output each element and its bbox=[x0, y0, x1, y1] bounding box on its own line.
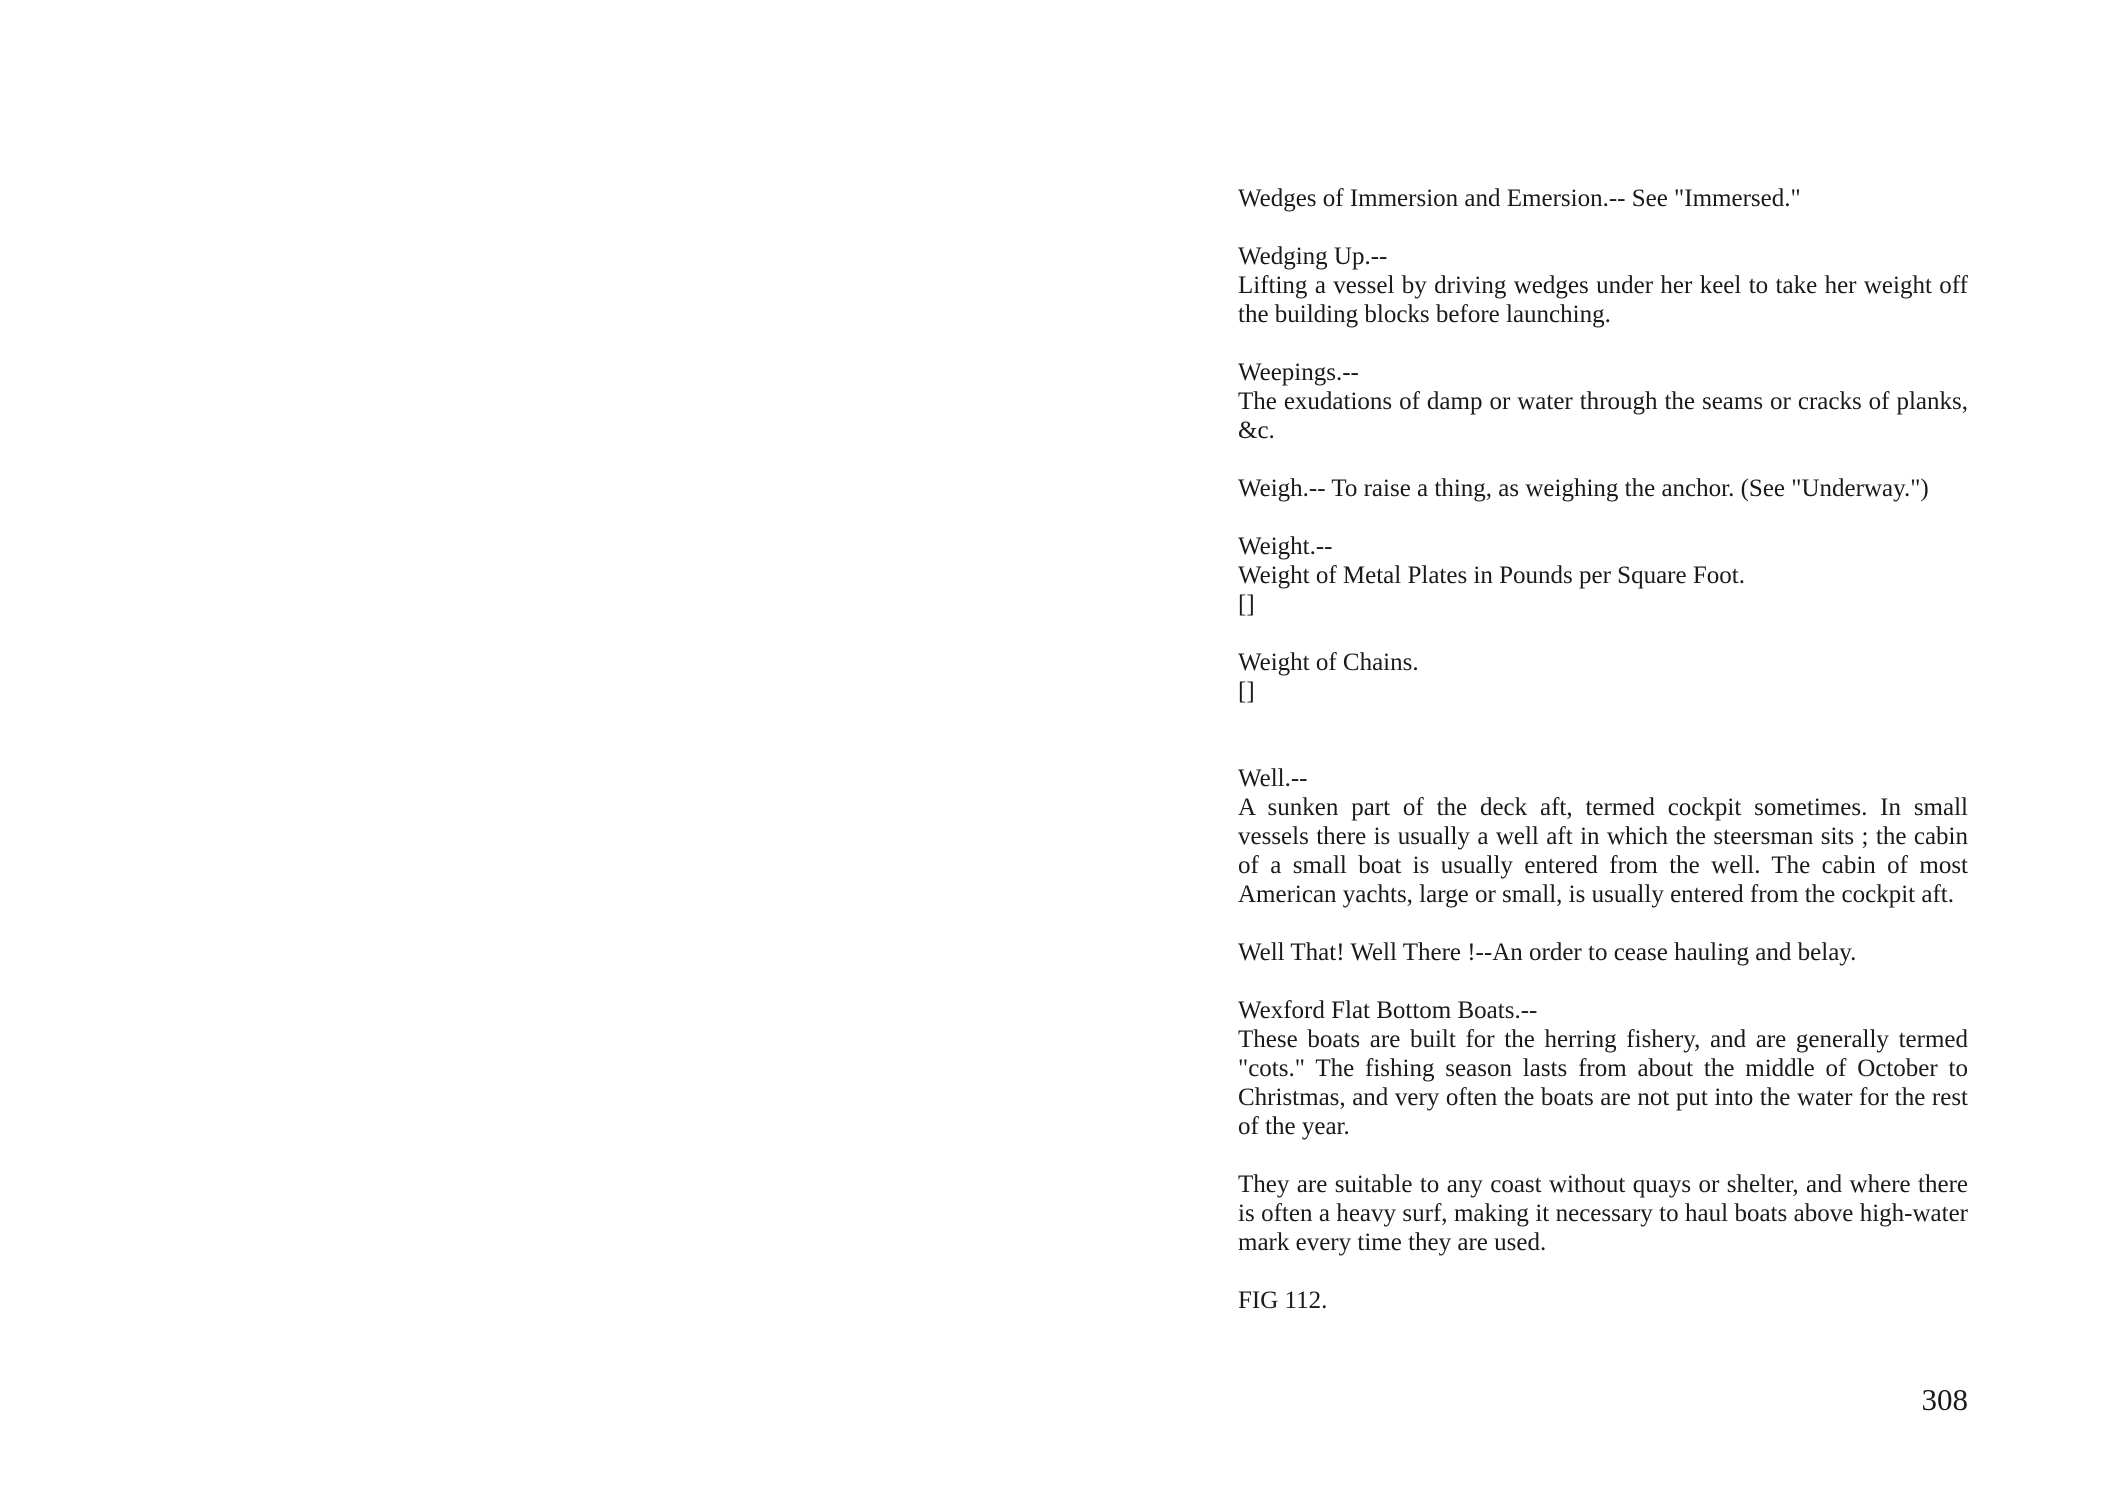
spacer bbox=[1238, 329, 1968, 358]
entry-well-that: Well That! Well There !--An order to cease hauling and belay. bbox=[1238, 939, 1857, 966]
entry-weight-title: Weight.-- bbox=[1238, 533, 1333, 560]
spacer bbox=[1238, 909, 1968, 938]
entry-weight-metal-plates: Weight of Metal Plates in Pounds per Square Foot. bbox=[1238, 562, 1745, 589]
entry-wexford-body-1: These boats are built for the herring fishery, and are generally termed "cots." The fishing season lasts from about the middle of October to Christmas, and very often the boats are not put into the water for the rest of the year. bbox=[1238, 1026, 1968, 1140]
entry-weepings-title: Weepings.-- bbox=[1238, 359, 1359, 386]
spacer bbox=[1238, 213, 1968, 242]
spacer bbox=[1238, 1257, 1968, 1286]
spacer bbox=[1238, 445, 1968, 474]
image-placeholder-chains: [] bbox=[1238, 678, 1255, 705]
image-placeholder-metal-plates: [] bbox=[1238, 591, 1255, 618]
spacer bbox=[1238, 1141, 1968, 1170]
text-column bbox=[1238, 184, 1968, 1315]
entry-well-title: Well.-- bbox=[1238, 765, 1308, 792]
spacer bbox=[1238, 503, 1968, 532]
spacer bbox=[1238, 706, 1968, 764]
entry-wedging-up-body: Lifting a vessel by driving wedges under her keel to take her weight off the building blocks before launching. bbox=[1238, 272, 1968, 328]
page-number: 308 bbox=[1921, 1382, 1968, 1417]
entry-weigh: Weigh.-- To raise a thing, as weighing the anchor. (See "Underway.") bbox=[1238, 475, 1929, 502]
spacer bbox=[1238, 967, 1968, 996]
entry-wedges: Wedges of Immersion and Emersion.-- See "Immersed." bbox=[1238, 185, 1801, 212]
entry-wedging-up-title: Wedging Up.-- bbox=[1238, 243, 1388, 270]
entry-wexford-body-2: They are suitable to any coast without quays or shelter, and where there is often a heavy surf, making it necessary to haul boats above high-water mark every time they are used. bbox=[1238, 1171, 1968, 1256]
entry-wexford-title: Wexford Flat Bottom Boats.-- bbox=[1238, 997, 1538, 1024]
spacer bbox=[1238, 619, 1968, 648]
figure-caption: FIG 112. bbox=[1238, 1287, 1328, 1314]
entry-weepings-body: The exudations of damp or water through the seams or cracks of planks, &c. bbox=[1238, 388, 1968, 444]
entry-weight-chains: Weight of Chains. bbox=[1238, 649, 1419, 676]
entry-well-body: A sunken part of the deck aft, termed cockpit sometimes. In small vessels there is usually a well aft in which the steersman sits ; the cabin of a small boat is usually entered from the well. The cabin of most American yachts, large or small, is usually entered from the cockpit aft. bbox=[1238, 794, 1968, 908]
